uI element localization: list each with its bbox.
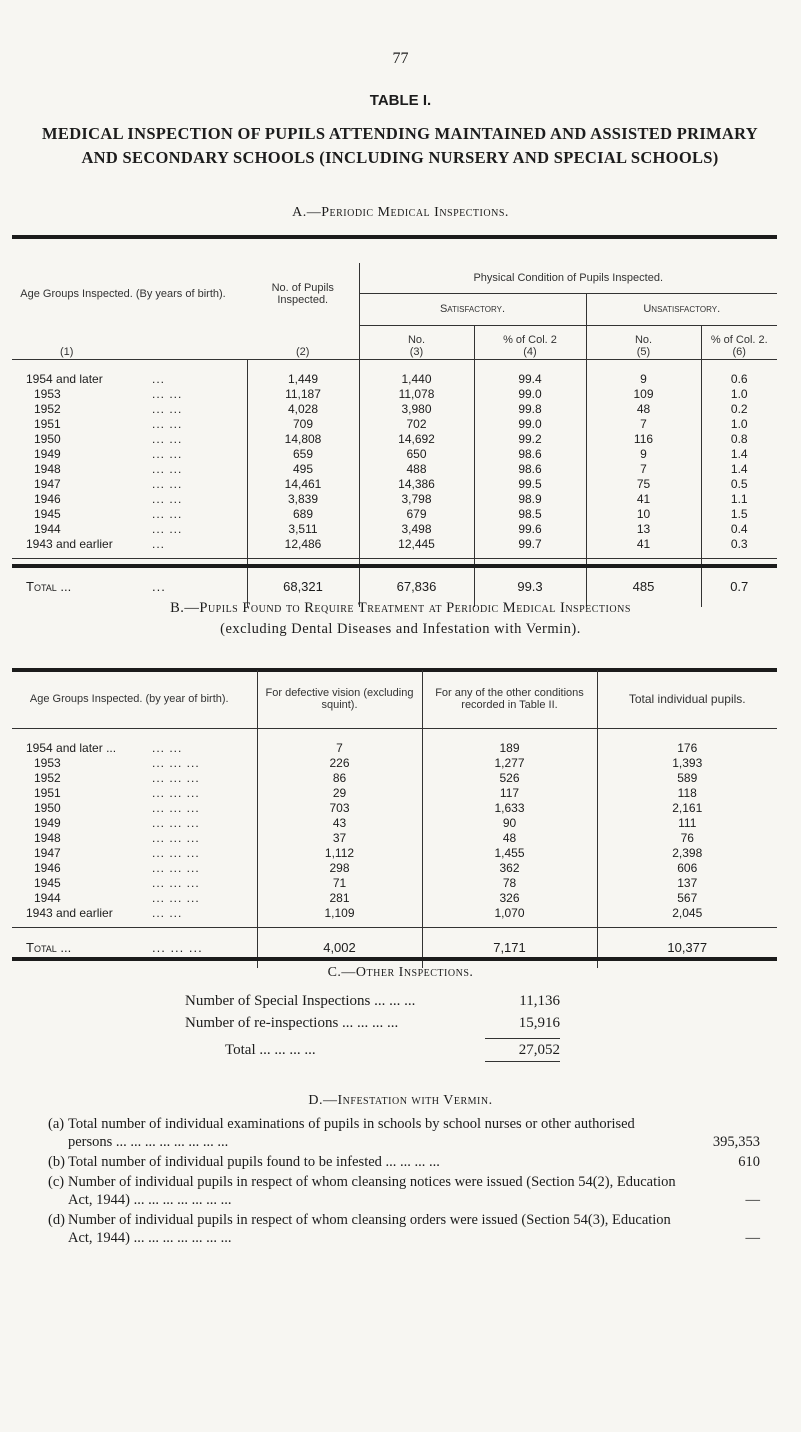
total-pupils: 137 bbox=[597, 876, 777, 891]
satisfactory-no: 1,440 bbox=[359, 359, 474, 387]
item-key: (b) bbox=[48, 1154, 65, 1170]
total-rule bbox=[485, 1061, 560, 1062]
age-group: 1946 bbox=[34, 860, 61, 875]
unsatisfactory-pct: 0.2 bbox=[701, 402, 777, 417]
age-group: 1943 and earlier bbox=[26, 536, 113, 551]
item-text: Number of individual pupils in respect of whom cleansing notices were issued (Section 54(2), Education Act, 1944) ... ... ... ... ... ... ... bbox=[68, 1174, 676, 1208]
satisfactory-no: 67,836 bbox=[359, 558, 474, 607]
defective-vision: 226 bbox=[257, 756, 422, 771]
age-group: 1952 bbox=[34, 770, 61, 785]
leader-dots: ... ... bbox=[152, 905, 183, 920]
age-group: 1951 bbox=[34, 785, 61, 800]
total-pupils: 2,161 bbox=[597, 801, 777, 816]
unsatisfactory-no: 109 bbox=[586, 387, 701, 402]
table-row bbox=[12, 507, 777, 522]
leader-dots: ... ... ... bbox=[152, 890, 200, 905]
leader-dots: ... ... ... bbox=[152, 940, 203, 955]
total-pupils: 118 bbox=[597, 786, 777, 801]
leader-dots: ... ... bbox=[152, 506, 183, 521]
unsatisfactory-no: 48 bbox=[586, 402, 701, 417]
defective-vision: 29 bbox=[257, 786, 422, 801]
table-row bbox=[12, 771, 777, 786]
item-key: (d) bbox=[48, 1212, 65, 1228]
satisfactory-pct: 99.0 bbox=[474, 417, 586, 432]
pupils-inspected: 3,839 bbox=[247, 492, 359, 507]
leader-dots: ... ... ... bbox=[152, 785, 200, 800]
table-row bbox=[12, 462, 777, 477]
table-row bbox=[12, 492, 777, 507]
section-a-rows bbox=[12, 359, 777, 558]
table-row bbox=[12, 387, 777, 402]
satisfactory-pct: 99.7 bbox=[474, 537, 586, 559]
col-3-label: No. (3) bbox=[359, 325, 474, 359]
leader-dots: ... ... ... bbox=[152, 815, 200, 830]
defective-vision: 37 bbox=[257, 831, 422, 846]
total-pupils: 111 bbox=[597, 816, 777, 831]
table-row bbox=[12, 402, 777, 417]
age-group: 1954 and later ... bbox=[26, 740, 117, 755]
satisfactory-no: 11,078 bbox=[359, 387, 474, 402]
total-pupils: 176 bbox=[597, 728, 777, 756]
age-groups-header: Age Groups Inspected. (By years of birth). bbox=[20, 288, 226, 300]
infestation-item bbox=[40, 1153, 760, 1171]
unsatisfactory-pct: 0.4 bbox=[701, 522, 777, 537]
total-pupils: 2,045 bbox=[597, 906, 777, 928]
item-key: (c) bbox=[48, 1174, 65, 1190]
unsatisfactory-pct: 1.4 bbox=[701, 447, 777, 462]
total-pupils: 1,393 bbox=[597, 756, 777, 771]
item-text: Number of individual pupils in respect of whom cleansing orders were issued (Section 54(3), Education Act, 1944) ... ... ... ... ... ... ... bbox=[68, 1212, 671, 1246]
satisfactory-pct: 98.6 bbox=[474, 462, 586, 477]
table-row bbox=[12, 477, 777, 492]
other-total-row bbox=[185, 1039, 605, 1061]
age-group: 1949 bbox=[34, 446, 61, 461]
leader-dots: ... bbox=[152, 579, 166, 594]
other-conditions: 526 bbox=[422, 771, 597, 786]
section-b-bottom-rule bbox=[12, 957, 777, 961]
leader-dots: ... ... ... bbox=[152, 830, 200, 845]
pupils-inspected: 659 bbox=[247, 447, 359, 462]
satisfactory-no: 702 bbox=[359, 417, 474, 432]
other-conditions: 1,070 bbox=[422, 906, 597, 928]
total-pupils: 589 bbox=[597, 771, 777, 786]
table-row bbox=[12, 417, 777, 432]
age-group: 1953 bbox=[34, 386, 61, 401]
unsatisfactory-pct: 1.0 bbox=[701, 417, 777, 432]
satisfactory-pct: 99.4 bbox=[474, 359, 586, 387]
defective-vision: 7 bbox=[257, 728, 422, 756]
unsatisfactory-no: 485 bbox=[586, 558, 701, 607]
table-row bbox=[12, 891, 777, 906]
item-value: — bbox=[745, 1230, 760, 1246]
other-conditions-header: For any of the other conditions recorded in Table II. bbox=[422, 670, 597, 728]
pupils-inspected: 12,486 bbox=[247, 537, 359, 559]
age-group: 1947 bbox=[34, 845, 61, 860]
table-row bbox=[12, 432, 777, 447]
age-group: 1948 bbox=[34, 830, 61, 845]
age-group: 1944 bbox=[34, 890, 61, 905]
item-value: 610 bbox=[738, 1154, 760, 1170]
total-pupils: 10,377 bbox=[597, 927, 777, 968]
leader-dots: ... ... bbox=[152, 476, 183, 491]
b-age-groups-header: Age Groups Inspected. (by year of birth). bbox=[29, 692, 229, 705]
leader-dots: ... ... ... bbox=[152, 845, 200, 860]
pupils-inspected: 709 bbox=[247, 417, 359, 432]
satisfactory-no: 14,386 bbox=[359, 477, 474, 492]
section-a-heading: A.—Periodic Medical Inspections. bbox=[292, 205, 509, 220]
physical-condition-header: Physical Condition of Pupils Inspected. bbox=[359, 263, 777, 293]
pupils-inspected: 495 bbox=[247, 462, 359, 477]
defective-vision: 43 bbox=[257, 816, 422, 831]
table-title: TABLE I. bbox=[369, 92, 432, 109]
unsatisfactory-no: 7 bbox=[586, 462, 701, 477]
unsatisfactory-no: 7 bbox=[586, 417, 701, 432]
item-key: (a) bbox=[48, 1116, 65, 1132]
age-group: 1950 bbox=[34, 431, 61, 446]
unsatisfactory-pct: 0.6 bbox=[701, 359, 777, 387]
other-conditions: 1,277 bbox=[422, 756, 597, 771]
age-group: 1950 bbox=[34, 800, 61, 815]
total-row bbox=[12, 927, 777, 968]
unsatisfactory-no: 13 bbox=[586, 522, 701, 537]
age-group: 1951 bbox=[34, 416, 61, 431]
pupils-inspected: 689 bbox=[247, 507, 359, 522]
reinspections-label: Number of re-inspections ... ... ... ... bbox=[185, 1015, 399, 1031]
section-a-table bbox=[12, 263, 777, 607]
defective-vision: 281 bbox=[257, 891, 422, 906]
satisfactory-no: 3,498 bbox=[359, 522, 474, 537]
table-row bbox=[12, 801, 777, 816]
col-5-label: No. (5) bbox=[586, 325, 701, 359]
unsatisfactory-no: 75 bbox=[586, 477, 701, 492]
leader-dots: ... ... bbox=[152, 386, 183, 401]
satisfactory-pct: 99.5 bbox=[474, 477, 586, 492]
pupils-header: No. of Pupils Inspected. bbox=[271, 282, 334, 306]
defective-vision: 1,109 bbox=[257, 906, 422, 928]
satisfactory-pct: 99.6 bbox=[474, 522, 586, 537]
satisfactory-no: 14,692 bbox=[359, 432, 474, 447]
col-2-label: (2) bbox=[296, 345, 310, 358]
leader-dots: ... ... bbox=[152, 521, 183, 536]
table-row bbox=[12, 831, 777, 846]
age-group: 1954 and later bbox=[26, 371, 103, 386]
unsatisfactory-pct: 1.5 bbox=[701, 507, 777, 522]
unsatisfactory-no: 9 bbox=[586, 447, 701, 462]
defective-vision: 1,112 bbox=[257, 846, 422, 861]
satisfactory-no: 3,798 bbox=[359, 492, 474, 507]
section-b-total bbox=[12, 927, 777, 968]
satisfactory-no: 3,980 bbox=[359, 402, 474, 417]
unsatisfactory-no: 10 bbox=[586, 507, 701, 522]
age-group: 1949 bbox=[34, 815, 61, 830]
special-inspections-row bbox=[185, 990, 605, 1012]
age-group: 1948 bbox=[34, 461, 61, 476]
section-c-heading: C.—Other Inspections. bbox=[327, 965, 474, 980]
satisfactory-pct: 98.6 bbox=[474, 447, 586, 462]
defective-vision: 4,002 bbox=[257, 927, 422, 968]
leader-dots: ... ... ... bbox=[152, 800, 200, 815]
table-row bbox=[12, 906, 777, 928]
unsatisfactory-pct: 0.3 bbox=[701, 537, 777, 559]
age-group: 1952 bbox=[34, 401, 61, 416]
infestation-list bbox=[40, 1115, 760, 1249]
satisfactory-header: Satisfactory. bbox=[359, 293, 586, 325]
pupils-inspected: 1,449 bbox=[247, 359, 359, 387]
table-row bbox=[12, 537, 777, 559]
section-b-table bbox=[12, 670, 777, 968]
leader-dots: ... ... bbox=[152, 461, 183, 476]
satisfactory-pct: 99.2 bbox=[474, 432, 586, 447]
age-group: 1945 bbox=[34, 875, 61, 890]
other-total-value: 27,052 bbox=[518, 1042, 560, 1058]
total-pupils: 76 bbox=[597, 831, 777, 846]
other-conditions: 326 bbox=[422, 891, 597, 906]
pupils-inspected: 3,511 bbox=[247, 522, 359, 537]
satisfactory-pct: 99.0 bbox=[474, 387, 586, 402]
unsatisfactory-pct: 0.5 bbox=[701, 477, 777, 492]
section-a-top-rule bbox=[12, 235, 777, 239]
age-group: 1946 bbox=[34, 491, 61, 506]
item-text: Total number of individual examinations of pupils in schools by school nurses or other authorised persons ... ... ... ... ... ... ... ... bbox=[68, 1116, 635, 1150]
reinspections-row bbox=[185, 1012, 605, 1034]
pupils-inspected: 11,187 bbox=[247, 387, 359, 402]
infestation-item bbox=[40, 1173, 760, 1209]
section-b-subheading: (excluding Dental Diseases and Infestation with Vermin). bbox=[220, 621, 581, 637]
unsatisfactory-pct: 0.7 bbox=[701, 558, 777, 607]
pupils-inspected: 4,028 bbox=[247, 402, 359, 417]
other-conditions: 1,633 bbox=[422, 801, 597, 816]
age-group: Total ... bbox=[26, 579, 72, 594]
other-conditions: 362 bbox=[422, 861, 597, 876]
leader-dots: ... ... ... bbox=[152, 755, 200, 770]
total-pupils: 606 bbox=[597, 861, 777, 876]
table-row bbox=[12, 447, 777, 462]
table-row bbox=[12, 359, 777, 387]
leader-dots: ... ... ... bbox=[152, 860, 200, 875]
pupils-inspected: 14,461 bbox=[247, 477, 359, 492]
defective-vision: 71 bbox=[257, 876, 422, 891]
table-row bbox=[12, 861, 777, 876]
section-b-heading: B.—Pupils Found to Require Treatment at Periodic Medical Inspections bbox=[170, 600, 631, 616]
special-inspections-value: 11,136 bbox=[519, 993, 560, 1009]
satisfactory-pct: 98.9 bbox=[474, 492, 586, 507]
table-row bbox=[12, 756, 777, 771]
age-group: 1945 bbox=[34, 506, 61, 521]
table-row bbox=[12, 846, 777, 861]
table-row bbox=[12, 786, 777, 801]
table-row bbox=[12, 728, 777, 756]
pupils-inspected: 68,321 bbox=[247, 558, 359, 607]
leader-dots: ... ... ... bbox=[152, 770, 200, 785]
satisfactory-no: 679 bbox=[359, 507, 474, 522]
age-group: Total ... bbox=[26, 940, 72, 955]
col-4-label: % of Col. 2 (4) bbox=[474, 325, 586, 359]
total-pupils-header: Total individual pupils. bbox=[597, 670, 777, 728]
unsatisfactory-pct: 1.0 bbox=[701, 387, 777, 402]
defective-vision: 298 bbox=[257, 861, 422, 876]
defective-vision: 703 bbox=[257, 801, 422, 816]
leader-dots: ... ... bbox=[152, 491, 183, 506]
reinspections-value: 15,916 bbox=[518, 1015, 560, 1031]
leader-dots: ... ... bbox=[152, 431, 183, 446]
satisfactory-pct: 99.3 bbox=[474, 558, 586, 607]
leader-dots: ... bbox=[152, 371, 166, 386]
table-row bbox=[12, 816, 777, 831]
satisfactory-pct: 98.5 bbox=[474, 507, 586, 522]
leader-dots: ... ... bbox=[152, 416, 183, 431]
pupils-inspected: 14,808 bbox=[247, 432, 359, 447]
infestation-item bbox=[40, 1115, 760, 1151]
item-value: 395,353 bbox=[712, 1134, 760, 1150]
other-conditions: 1,455 bbox=[422, 846, 597, 861]
other-conditions: 78 bbox=[422, 876, 597, 891]
unsatisfactory-no: 41 bbox=[586, 537, 701, 559]
special-inspections-label: Number of Special Inspections ... ... ... bbox=[185, 993, 416, 1009]
age-group: 1944 bbox=[34, 521, 61, 536]
other-conditions: 117 bbox=[422, 786, 597, 801]
col-6-label: % of Col. 2. (6) bbox=[701, 325, 777, 359]
other-conditions: 90 bbox=[422, 816, 597, 831]
other-conditions: 189 bbox=[422, 728, 597, 756]
item-text: Total number of individual pupils found to be infested ... ... ... ... bbox=[68, 1154, 440, 1170]
leader-dots: ... ... ... bbox=[152, 875, 200, 890]
age-group: 1947 bbox=[34, 476, 61, 491]
other-conditions: 7,171 bbox=[422, 927, 597, 968]
satisfactory-no: 650 bbox=[359, 447, 474, 462]
section-a-bottom-rule bbox=[12, 564, 777, 568]
unsatisfactory-header: Unsatisfactory. bbox=[586, 293, 777, 325]
table-row bbox=[12, 876, 777, 891]
satisfactory-no: 12,445 bbox=[359, 537, 474, 559]
age-group: 1953 bbox=[34, 755, 61, 770]
defective-vision-header: For defective vision (excluding squint). bbox=[257, 670, 422, 728]
leader-dots: ... ... bbox=[152, 401, 183, 416]
age-group: 1943 and earlier bbox=[26, 905, 113, 920]
other-total-label: Total ... ... ... ... bbox=[225, 1042, 316, 1058]
satisfactory-no: 488 bbox=[359, 462, 474, 477]
leader-dots: ... ... bbox=[152, 740, 183, 755]
page-number: 77 bbox=[392, 50, 409, 67]
section-d-heading: D.—Infestation with Vermin. bbox=[308, 1093, 493, 1108]
unsatisfactory-pct: 1.1 bbox=[701, 492, 777, 507]
unsatisfactory-no: 9 bbox=[586, 359, 701, 387]
unsatisfactory-no: 116 bbox=[586, 432, 701, 447]
leader-dots: ... bbox=[152, 536, 166, 551]
unsatisfactory-pct: 0.8 bbox=[701, 432, 777, 447]
unsatisfactory-no: 41 bbox=[586, 492, 701, 507]
table-row bbox=[12, 522, 777, 537]
section-b-rows bbox=[12, 728, 777, 927]
total-pupils: 567 bbox=[597, 891, 777, 906]
unsatisfactory-pct: 1.4 bbox=[701, 462, 777, 477]
defective-vision: 86 bbox=[257, 771, 422, 786]
infestation-item bbox=[40, 1211, 760, 1247]
total-pupils: 2,398 bbox=[597, 846, 777, 861]
main-title: MEDICAL INSPECTION OF PUPILS ATTENDING MAINTAINED AND ASSISTED PRIMARY AND SECONDARY SCHOOLS (INCLUDING NURSERY AND SPECIAL SCHOOLS) bbox=[42, 124, 758, 167]
item-value: — bbox=[745, 1192, 760, 1208]
col-1-label: (1) bbox=[60, 345, 74, 358]
other-inspections bbox=[185, 990, 605, 1062]
leader-dots: ... ... bbox=[152, 446, 183, 461]
other-conditions: 48 bbox=[422, 831, 597, 846]
satisfactory-pct: 99.8 bbox=[474, 402, 586, 417]
